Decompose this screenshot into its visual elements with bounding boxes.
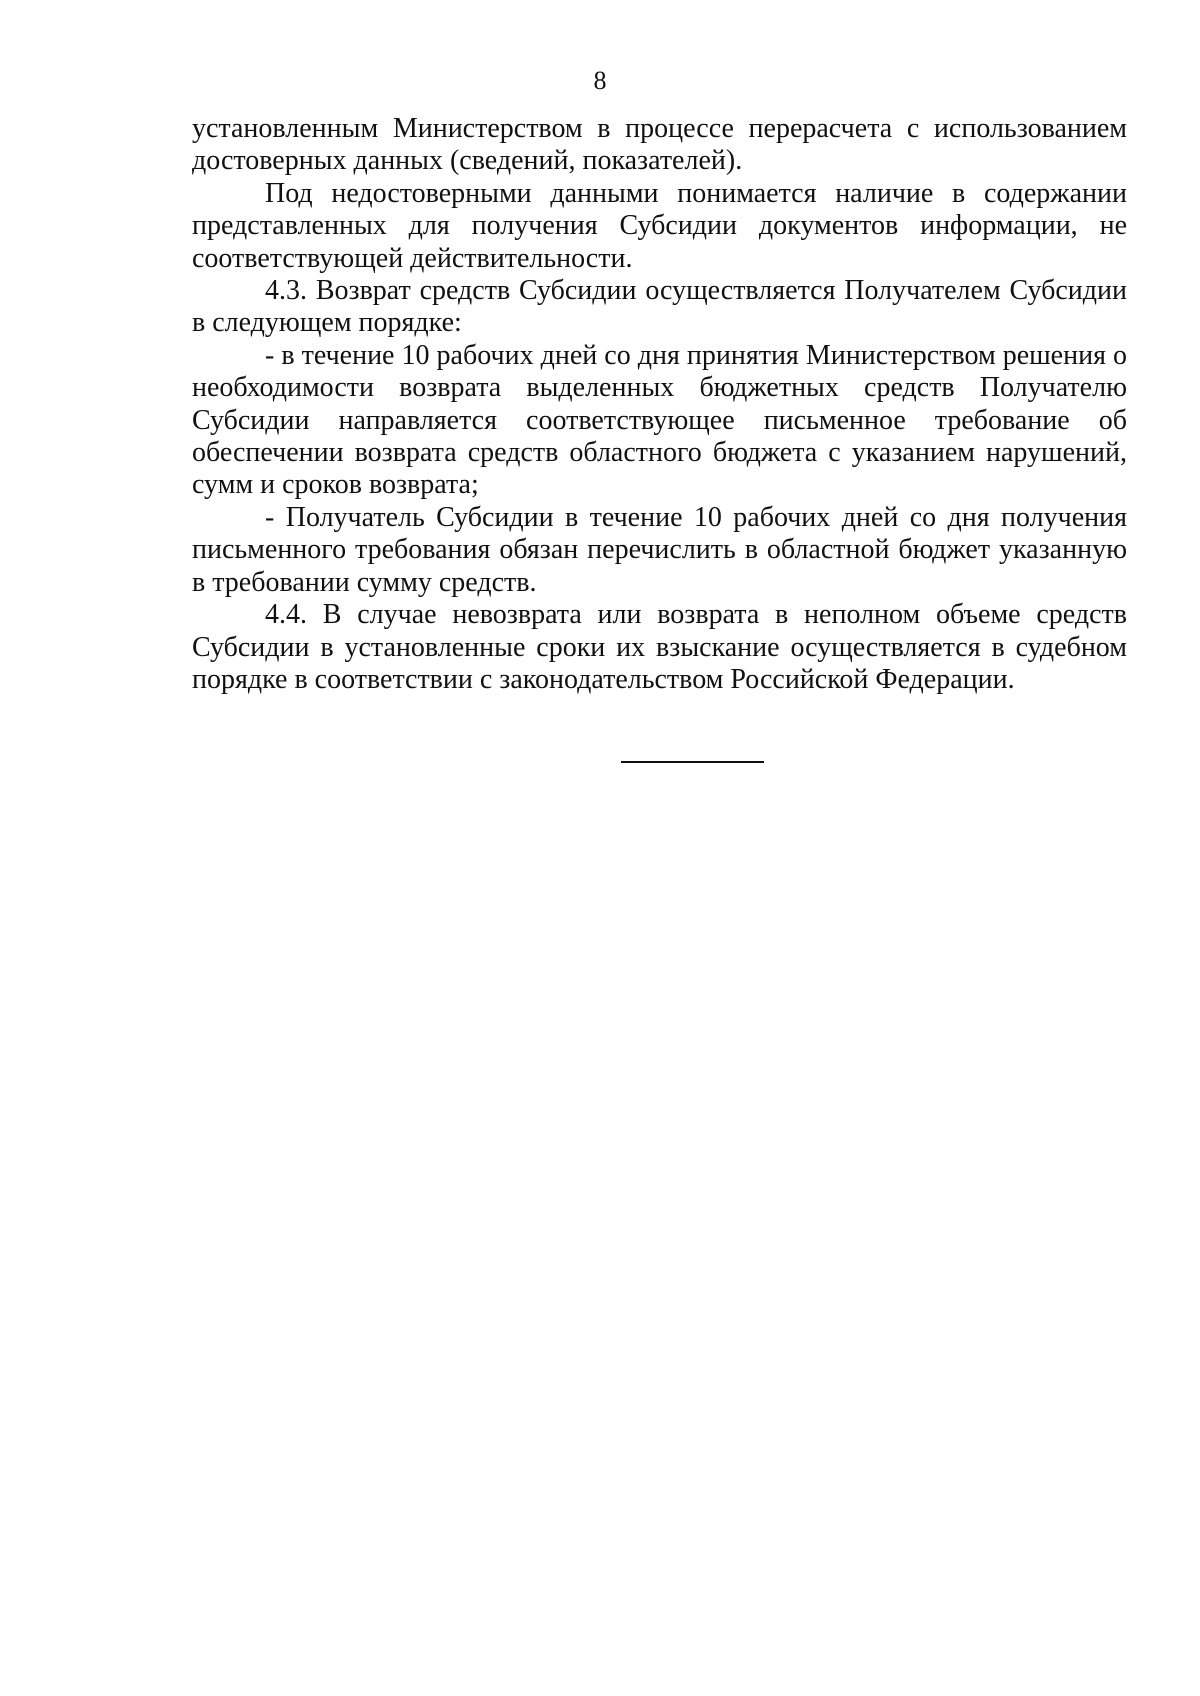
paragraph-continuation: установленным Министерством в процессе перерасчета с использованием достоверных данных (сведений, показателей). <box>192 113 1127 177</box>
paragraph-recipient-transfer-item: - Получатель Субсидии в течение 10 рабочих дней со дня получения письменного требования обязан перечислить в областной бюджет указанную в требовании сумму средств. <box>192 501 1127 598</box>
paragraph-section-4-4: 4.4. В случае невозврата или возврата в неполном объеме средств Субсидии в установленные сроки их взыскание осуществляется в судебном порядке в соответствии с законодательством Российской Федерации. <box>192 599 1127 695</box>
paragraph-section-4-3: 4.3. Возврат средств Субсидии осуществляется Получателем Субсидии в следующем порядке: <box>192 275 1127 339</box>
page-number: 8 <box>593 66 607 95</box>
document-body <box>192 113 1127 696</box>
paragraph-return-request-item: - в течение 10 рабочих дней со дня принятия Министерством решения о необходимости возврата выделенных бюджетных средств Получателю Субсидии направляется соответствующее письменное требование об обеспечении возврата средств областного бюджета с указанием нарушений, сумм и сроков возврата; <box>192 339 1127 501</box>
end-of-document-line <box>621 761 764 763</box>
paragraph-unreliable-data-definition: Под недостоверными данными понимается наличие в содержании представленных для получения Субсидии документов информации, не соответствующей действительности. <box>192 177 1127 274</box>
